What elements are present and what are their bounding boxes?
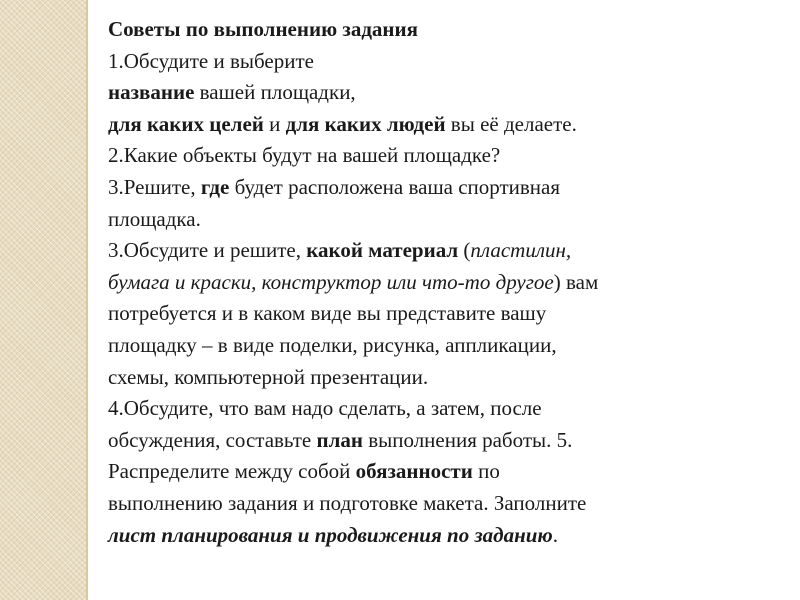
text-segment: 4.Обсудите, что вам надо сделать, а затем, после: [108, 396, 542, 421]
text-segment: и: [263, 111, 286, 136]
text-line: [108, 204, 768, 236]
text-line: [108, 172, 768, 204]
text-line: [108, 235, 768, 267]
text-line: [108, 46, 768, 78]
emphasized-text-segment: пластилин,: [470, 238, 572, 263]
text-segment: выполнения работы. 5.: [362, 427, 573, 452]
text-segment: будет расположена ваша спортивная: [229, 174, 561, 199]
instruction-lines: [108, 46, 768, 552]
text-line: [108, 140, 768, 172]
emphasized-text-segment: название: [108, 80, 195, 105]
text-segment: 2.Какие объекты будут на вашей площадке?: [108, 143, 501, 168]
text-segment: вашей площадки,: [194, 80, 356, 105]
text-segment: площадка.: [108, 206, 201, 231]
emphasized-text-segment: где: [200, 174, 230, 199]
text-segment: 3.Обсудите и решите,: [108, 238, 307, 263]
text-segment: схемы, компьютерной презентации.: [108, 364, 429, 389]
text-line: [108, 488, 768, 520]
text-segment: 3.Решите,: [108, 174, 201, 199]
text-segment: 1.Обсудите и выберите: [108, 48, 314, 73]
emphasized-text-segment: для каких целей: [108, 111, 264, 136]
text-line: [108, 298, 768, 330]
text-segment: по: [472, 459, 500, 484]
text-line: [108, 330, 768, 362]
text-line: [108, 456, 768, 488]
text-line: [108, 425, 768, 457]
text-segment: Распределите между собой: [108, 459, 356, 484]
text-line: [108, 362, 768, 394]
emphasized-text-segment: лист планирования и продвижения по заданию: [108, 522, 553, 547]
text-segment: потребуется и в каком виде вы представите вашу: [108, 301, 547, 326]
text-line: [108, 109, 768, 141]
text-segment: площадку – в виде поделки, рисунка, аппликации,: [108, 332, 557, 357]
emphasized-text-segment: обязанности: [355, 459, 473, 484]
text-line: [108, 267, 768, 299]
text-segment: обсуждения, составьте: [108, 427, 317, 452]
text-segment: вы её делаете.: [445, 111, 577, 136]
text-line: [108, 77, 768, 109]
text-segment: (: [458, 238, 471, 263]
text-segment: выполнению задания и подготовке макета. Заполните: [108, 490, 587, 515]
text-segment: .: [552, 522, 559, 547]
slide-text-body: [108, 14, 768, 551]
emphasized-text-segment: какой материал: [306, 238, 459, 263]
text-segment: ) вам: [553, 269, 599, 294]
emphasized-text-segment: план: [316, 427, 363, 452]
emphasized-text-segment: бумага и краски, конструктор или что-то другое: [108, 269, 554, 294]
text-line: [108, 393, 768, 425]
decorative-side-stripe: [0, 0, 88, 600]
slide-title: Советы по выполнению задания: [108, 17, 418, 41]
text-line: [108, 520, 768, 552]
emphasized-text-segment: для каких людей: [285, 111, 446, 136]
